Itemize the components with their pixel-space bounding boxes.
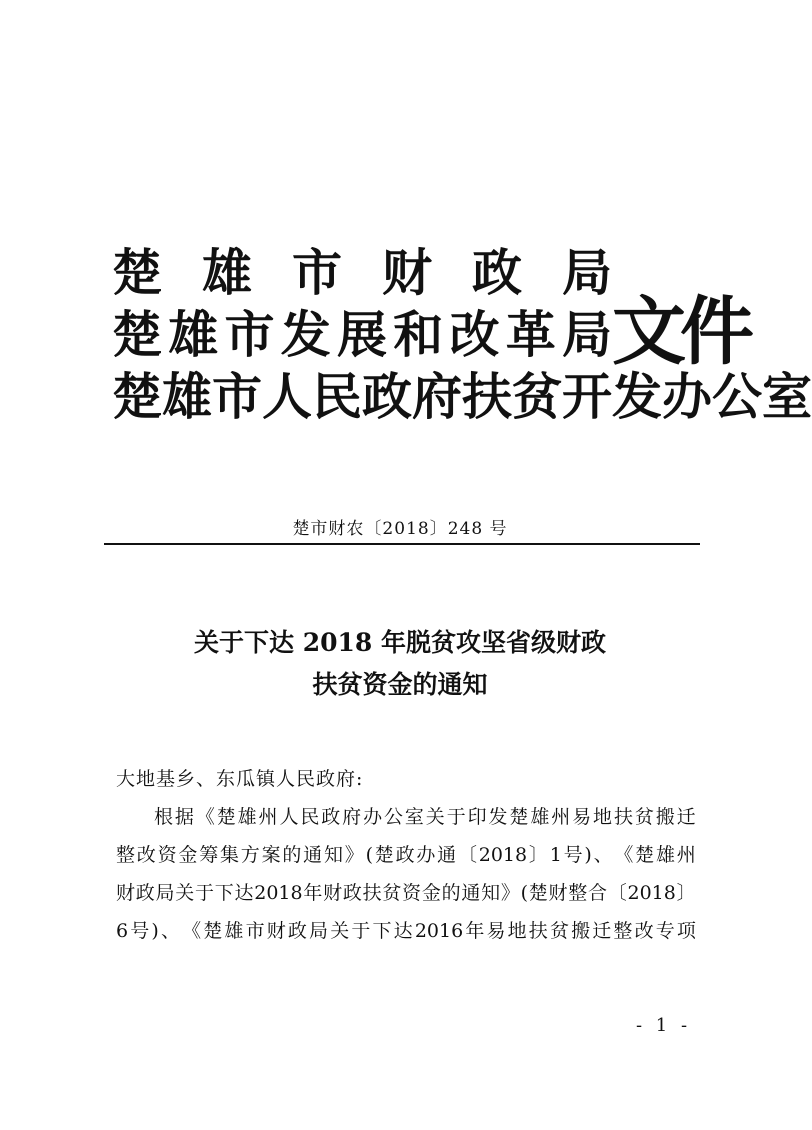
issuer-line: 楚 雄 市 财 政 局	[112, 244, 612, 302]
salutation: 大地基乡、东瓜镇人民政府:	[116, 768, 364, 790]
body-line: 财 政 局 关 于 下 达 2018 年 财 政 扶 贫 资 金 的 通 知 》 ( 楚 财 整 合 〔 2018 〕	[116, 882, 696, 904]
header-divider	[104, 543, 700, 545]
title-line-2: 扶贫资金的通知	[312, 670, 488, 699]
body-line: 6 号 ) 、 《 楚 雄 市 财 政 局 关 于 下 达 2016 年 易 地 扶 贫 搬 迁 整 改 专 项	[116, 920, 696, 942]
title-line-1: 关于下达 2018 年脱贫攻坚省级财政	[194, 628, 606, 657]
document-title	[0, 622, 800, 706]
document-number: 楚市财农〔2018〕248 号	[292, 519, 508, 539]
issuer-line: 楚 雄 市 发 展 和 改 革 局	[112, 306, 612, 364]
body-line: 根 据 《 楚 雄 州 人 民 政 府 办 公 室 关 于 印 发 楚 雄 州 易 地 扶 贫 搬 迁	[154, 806, 696, 828]
document-body	[116, 760, 696, 950]
document-type-label: 文件	[612, 289, 748, 375]
body-line: 整 改 资 金 筹 集 方 案 的 通 知 》 ( 楚 政 办 通 〔 2018 〕 1 号 ) 、 《 楚 雄 州	[116, 844, 696, 866]
page-number: - 1 -	[636, 1015, 692, 1036]
issuer-line: 楚 雄 市 人 民 政 府 扶 贫 开 发 办 公 室	[112, 368, 812, 426]
